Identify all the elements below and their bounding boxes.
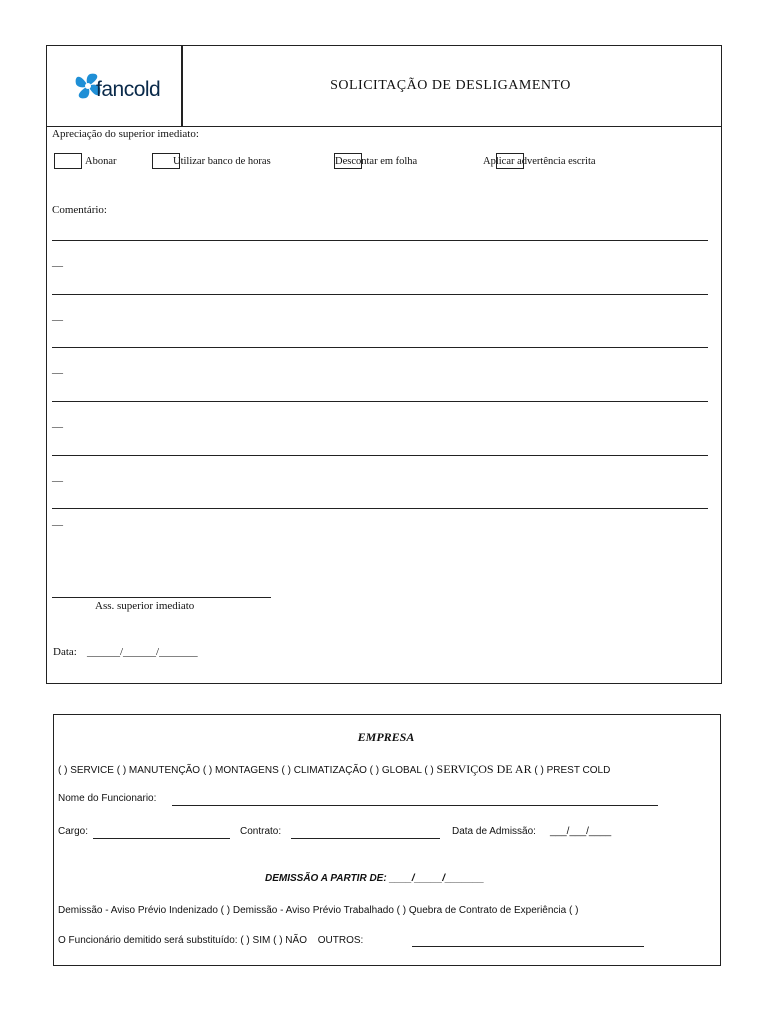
dismissal-types[interactable]: Demissão - Aviso Prévio Indenizado ( ) Demissão - Aviso Prévio Trabalhado ( ) Quebra de Contrato de Experiência ( )	[58, 905, 579, 916]
comment-line[interactable]	[52, 508, 708, 509]
contrato-field[interactable]	[291, 838, 440, 839]
cargo-label: Cargo:	[58, 826, 89, 837]
upper-form-frame	[46, 45, 722, 684]
comment-line-marker: __	[52, 417, 63, 429]
contrato-label: Contrato:	[240, 826, 282, 837]
comment-line[interactable]	[52, 347, 708, 348]
company-options-part-a: ( ) SERVICE ( ) MANUTENÇÃO ( ) MONTAGENS ( ) CLIMATIZAÇÃO ( ) GLOBAL ( )	[58, 765, 434, 776]
logo-text: fancold	[96, 78, 161, 101]
banco-horas-label: Utilizar banco de horas	[173, 156, 271, 167]
others-label: OUTROS:	[317, 935, 364, 946]
comment-line-marker: __	[52, 256, 63, 268]
abonar-label: Abonar	[85, 156, 117, 167]
advertencia-label: Aplicar advertência escrita	[483, 156, 596, 167]
comment-label: Comentário:	[52, 204, 107, 216]
others-field[interactable]	[412, 946, 644, 947]
dismissal-date-field[interactable]: ____/_____/_______	[389, 873, 485, 884]
employee-name-row	[58, 793, 156, 804]
page-title: SOLICITAÇÃO DE DESLIGAMENTO	[330, 78, 571, 93]
employee-name-label: Nome do Funcionario:	[58, 793, 157, 804]
fancold-logo	[70, 66, 180, 106]
cargo-field[interactable]	[93, 838, 230, 839]
empresa-title: EMPRESA	[357, 730, 415, 744]
admission-field[interactable]: ___/___/____	[550, 826, 612, 837]
dismissal-date-row	[265, 873, 484, 884]
abonar-checkbox[interactable]	[54, 153, 82, 169]
comment-line-marker: __	[52, 471, 63, 483]
date-field[interactable]: ______/______/_______	[87, 646, 198, 658]
comment-line[interactable]	[52, 401, 708, 402]
employee-name-field[interactable]	[172, 805, 658, 806]
date-label: Data:	[53, 646, 77, 658]
company-options[interactable]	[58, 762, 610, 777]
comment-line-marker: __	[52, 310, 63, 322]
comment-line-marker: __	[52, 515, 63, 527]
company-options-part-c: ( ) PREST COLD	[534, 765, 611, 776]
comment-line[interactable]	[52, 240, 708, 241]
signature-line[interactable]	[52, 597, 271, 598]
company-options-part-b: SERVIÇOS DE AR	[436, 762, 532, 776]
dismissal-label: DEMISSÃO A PARTIR DE:	[265, 873, 387, 884]
comment-line[interactable]	[52, 455, 708, 456]
appraisal-label: Apreciação do superior imediato:	[52, 128, 199, 140]
descontar-label: Descontar em folha	[335, 156, 418, 167]
signature-label: Ass. superior imediato	[95, 600, 195, 612]
replacement-label[interactable]: O Funcionário demitido será substituído: ( ) SIM ( ) NÃO	[58, 935, 307, 946]
comment-line[interactable]	[52, 294, 708, 295]
lower-form-frame	[53, 714, 721, 966]
admission-label: Data de Admissão:	[452, 826, 536, 837]
replacement-row	[58, 935, 363, 946]
comment-line-marker: __	[52, 363, 63, 375]
